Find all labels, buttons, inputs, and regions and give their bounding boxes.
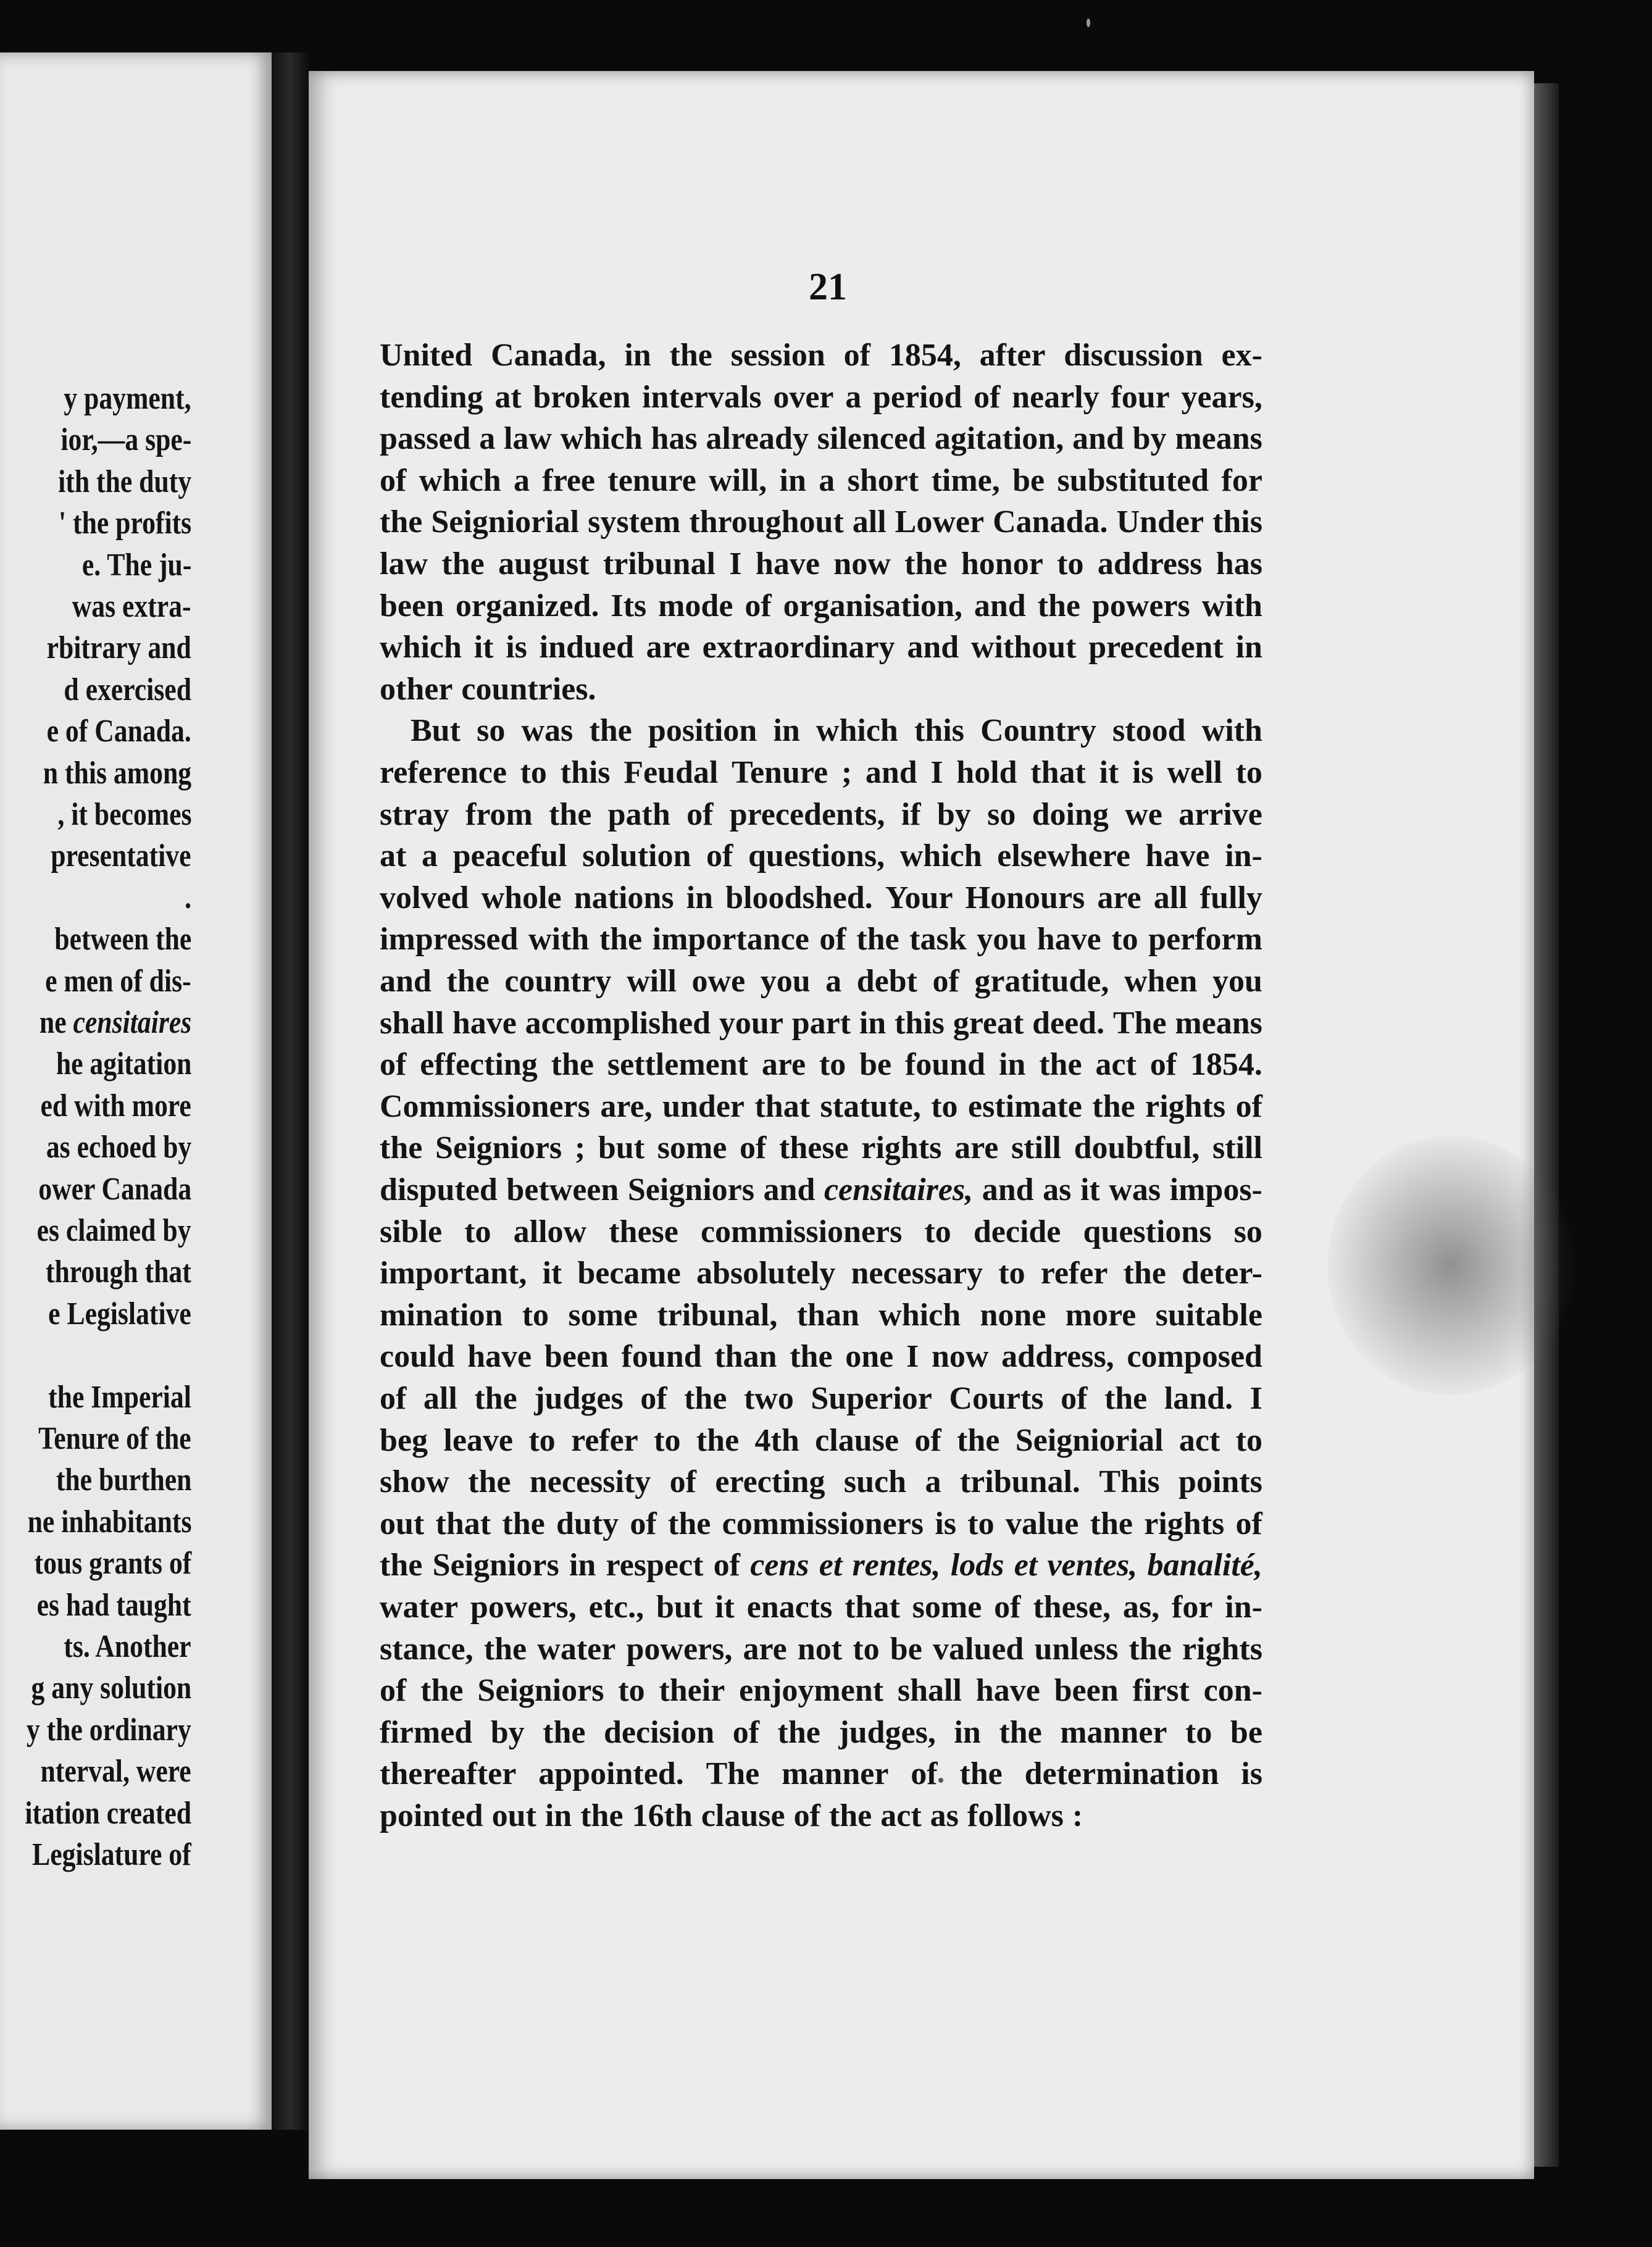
page-edge-shadow [1534,83,1559,2167]
left-page-line: Tenure of the [38,1421,191,1456]
book-gutter [272,52,309,2130]
left-page-line: d exercised [64,672,191,707]
left-page-line: tous grants of [34,1546,191,1582]
body-text-line: impressed with the importance of the task you have to perform [380,922,1262,957]
left-page-line: as echoed by [46,1130,191,1165]
left-page-line: e men of dis- [45,963,191,999]
body-text-line: the Seigniorial system throughout all Lower Canada. Under this [380,504,1262,540]
body-text-line: volved whole nations in bloodshed. Your Honours are all fully [380,880,1262,915]
left-page-line: Legislature of [32,1837,191,1872]
left-page-line: y the ordinary [27,1712,191,1748]
body-text-line: show the necessity of erecting such a tribunal. This points [380,1464,1262,1500]
body-text-line: pointed out in the 16th clause of the act as follows : [380,1798,1083,1833]
left-page-line: ts. Another [64,1629,191,1664]
body-text-line: firmed by the decision of the judges, in the manner to be [380,1714,1262,1750]
left-page-line: nterval, were [40,1754,191,1790]
body-text-line: beg leave to refer to the 4th clause of the Seigniorial act to [380,1422,1262,1458]
body-text-line: of the Seigniors to their enjoyment shall have been first con- [380,1673,1262,1709]
body-text-line: passed a law which has already silenced agitation, and by means [380,421,1262,457]
body-text-line: of which a free tenure will, in a short time, be substituted for [380,462,1262,498]
left-page-line: e. The ju- [81,547,191,583]
left-page-line: ed with more [40,1088,191,1124]
left-page-line: n this among [43,755,191,791]
left-page-line: he agitation [56,1046,191,1082]
left-page-line: ior,—a spe- [60,422,191,458]
body-text-line: thereafter appointed. The manner of the determination is [380,1756,1262,1792]
left-page-line: es had taught [36,1587,191,1623]
left-page-line: y payment, [64,381,191,416]
body-text-line: at a peaceful solution of questions, which elsewhere have in- [380,838,1262,874]
body-text-line: tending at broken intervals over a period of nearly four years, [380,379,1262,415]
body-text-line: out that the duty of the commissioners is to value the rights of [380,1506,1262,1541]
body-text-line: been organized. Its mode of organisation, and the powers with [380,588,1262,623]
body-text-line: sible to allow these commissioners to decide questions so [380,1214,1262,1249]
body-text-line: could have been found than the one I now address, composed [380,1339,1262,1375]
left-page-line: e of Canada. [46,714,191,749]
left-page-line: , it becomes [57,797,191,832]
left-page-line: ' the profits [58,506,191,541]
body-text-line: the Seigniors in respect of cens et rentes, lods et ventes, banalité, [380,1548,1262,1583]
body-text-line: reference to this Feudal Tenure ; and I hold that it is well to [380,755,1262,790]
body-text-line: of all the judges of the two Superior Courts of the land. I [380,1381,1262,1416]
left-page-line: itation created [25,1795,191,1831]
left-page-line: presentative [51,838,191,874]
body-text-line: disputed between Seigniors and censitaires, and as it was impos- [380,1172,1262,1207]
left-page-line: the Imperial [48,1379,191,1415]
body-text-line: of effecting the settlement are to be found in the act of 1854. [380,1047,1262,1083]
body-text-line: important, it became absolutely necessary to refer the deter- [380,1256,1262,1291]
left-page-line: . [185,880,191,915]
page-number: 21 [809,266,847,308]
body-text-line: Commissioners are, under that statute, to estimate the rights of [380,1088,1262,1124]
body-text-line: United Canada, in the session of 1854, after discussion ex- [380,338,1262,373]
body-text-line: and the country will owe you a debt of gratitude, when you [380,964,1262,999]
body-text-line: But so was the position in which this Country stood with [411,713,1262,749]
left-facing-page [0,52,272,2130]
scan-smudge [1327,1136,1574,1395]
left-page-line: rbitrary and [46,630,191,666]
body-text-line: stray from the path of precedents, if by so doing we arrive [380,796,1262,832]
left-page-line: between the [54,922,191,957]
body-text-line: stance, the water powers, are not to be valued unless the rights [380,1631,1262,1667]
body-text-line: law the august tribunal I have now the honor to address has [380,546,1262,582]
left-page-line: ne inhabitants [27,1504,191,1540]
body-text-line: mination to some tribunal, than which none more suitable [380,1297,1262,1333]
scan-speck [1087,19,1090,27]
body-text-line: the Seigniors ; but some of these rights are still doubtful, still [380,1130,1262,1166]
body-text-line: water powers, etc., but it enacts that some of these, as, for in- [380,1590,1262,1625]
left-page-line: ith the duty [57,464,191,499]
left-page-line: through that [46,1254,191,1290]
left-page-line: e Legislative [48,1296,191,1332]
left-page-line: es claimed by [37,1213,191,1248]
body-text-line: which it is indued are extraordinary and without precedent in [380,630,1262,665]
left-page-line: ne censitaires [39,1005,191,1040]
scan-speck [938,1778,943,1783]
body-text-line: other countries. [380,671,596,707]
left-page-line: g any solution [31,1670,191,1706]
left-page-line: was extra- [72,589,191,624]
left-page-line: the burthen [56,1462,191,1498]
body-text-line: shall have accomplished your part in this great deed. The means [380,1005,1262,1041]
left-page-line: ower Canada [38,1171,191,1207]
